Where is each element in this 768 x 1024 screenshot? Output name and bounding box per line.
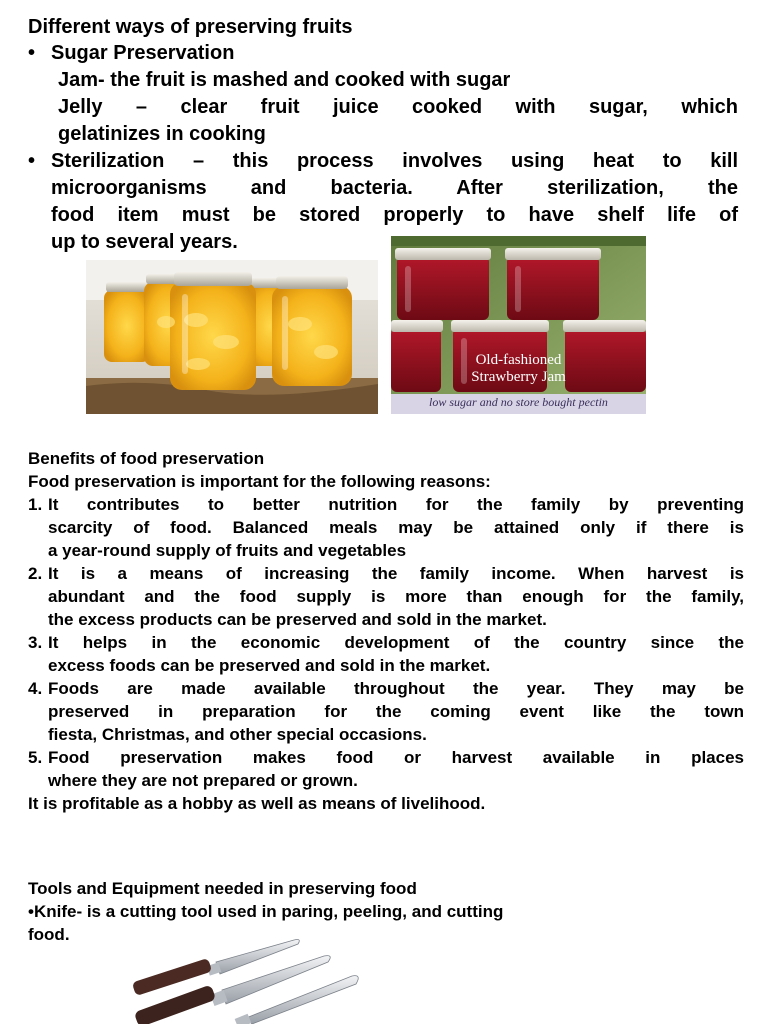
- benefit-4-line2: preserved in preparation for the coming event like the town: [48, 702, 744, 721]
- jam-caption: [391, 352, 646, 386]
- knives-illustration: [126, 934, 366, 1024]
- benefit-2-line1: It is a means of increasing the family income. When harvest is: [48, 564, 744, 583]
- jelly-definition-line1: Jelly – clear fruit juice cooked with sugar, which: [58, 96, 738, 118]
- knife-description-line2: food.: [28, 925, 70, 944]
- sterilization-line1: Sterilization – this process involves using heat to kill: [51, 150, 738, 172]
- section-title-preserving-fruits: Different ways of preserving fruits: [28, 16, 353, 38]
- benefit-1-line2: scarcity of food. Balanced meals may be attained only if there is: [48, 518, 744, 537]
- section-title-benefits: Benefits of food preservation: [28, 449, 265, 468]
- benefits-intro: Food preservation is important for the following reasons:: [28, 472, 491, 491]
- benefit-3-line2: excess foods can be preserved and sold in the market.: [48, 656, 491, 675]
- list-number: 2.: [28, 564, 43, 583]
- jam-subcaption: low sugar and no store bought pectin: [429, 395, 608, 409]
- benefit-1-line3: a year-round supply of fruits and vegetables: [48, 541, 407, 560]
- sterilization-line3: food item must be stored properly to have shelf life of: [51, 204, 738, 226]
- benefits-closing: It is profitable as a hobby as well as means of livelihood.: [28, 794, 486, 813]
- list-number: 1.: [28, 495, 43, 514]
- jelly-definition-line2: gelatinizes in cooking: [58, 123, 266, 145]
- sterilization-line4: up to several years.: [51, 231, 238, 253]
- benefit-4-line3: fiesta, Christmas, and other special occasions.: [48, 725, 427, 744]
- bullet-heading-sterilization: Sterilization: [51, 150, 165, 172]
- benefit-2-line2: abundant and the food supply is more than enough for the family,: [48, 587, 744, 606]
- benefit-1-line1: It contributes to better nutrition for the family by preventing: [48, 495, 744, 514]
- bullet-dot: •: [28, 150, 36, 172]
- canned-fruit-photo: [86, 260, 378, 414]
- benefit-5-line2: where they are not prepared or grown.: [48, 771, 358, 790]
- bullet-heading-sugar: Sugar Preservation: [51, 42, 235, 64]
- benefit-4-line1: Foods are made available throughout the year. They may be: [48, 679, 744, 698]
- benefit-5-line1: Food preservation makes food or harvest available in places: [48, 748, 744, 767]
- jam-caption-line2: Strawberry Jam: [471, 369, 566, 385]
- section-title-tools: Tools and Equipment needed in preserving food: [28, 879, 417, 898]
- sterilization-line2: microorganisms and bacteria. After sterilization, the: [51, 177, 738, 199]
- list-number: 3.: [28, 633, 43, 652]
- jam-definition: Jam- the fruit is mashed and cooked with sugar: [58, 69, 511, 91]
- jam-caption-line1: Old-fashioned: [475, 352, 562, 368]
- benefit-2-line3: the excess products can be preserved and sold in the market.: [48, 610, 547, 629]
- bullet-dot: •: [28, 42, 36, 64]
- benefit-3-line1: It helps in the economic development of the country since the: [48, 633, 744, 652]
- list-number: 4.: [28, 679, 43, 698]
- list-number: 5.: [28, 748, 43, 767]
- knife-description-line1: •Knife- is a cutting tool used in paring, peeling, and cutting: [28, 902, 504, 921]
- strawberry-jam-photo: [391, 236, 646, 414]
